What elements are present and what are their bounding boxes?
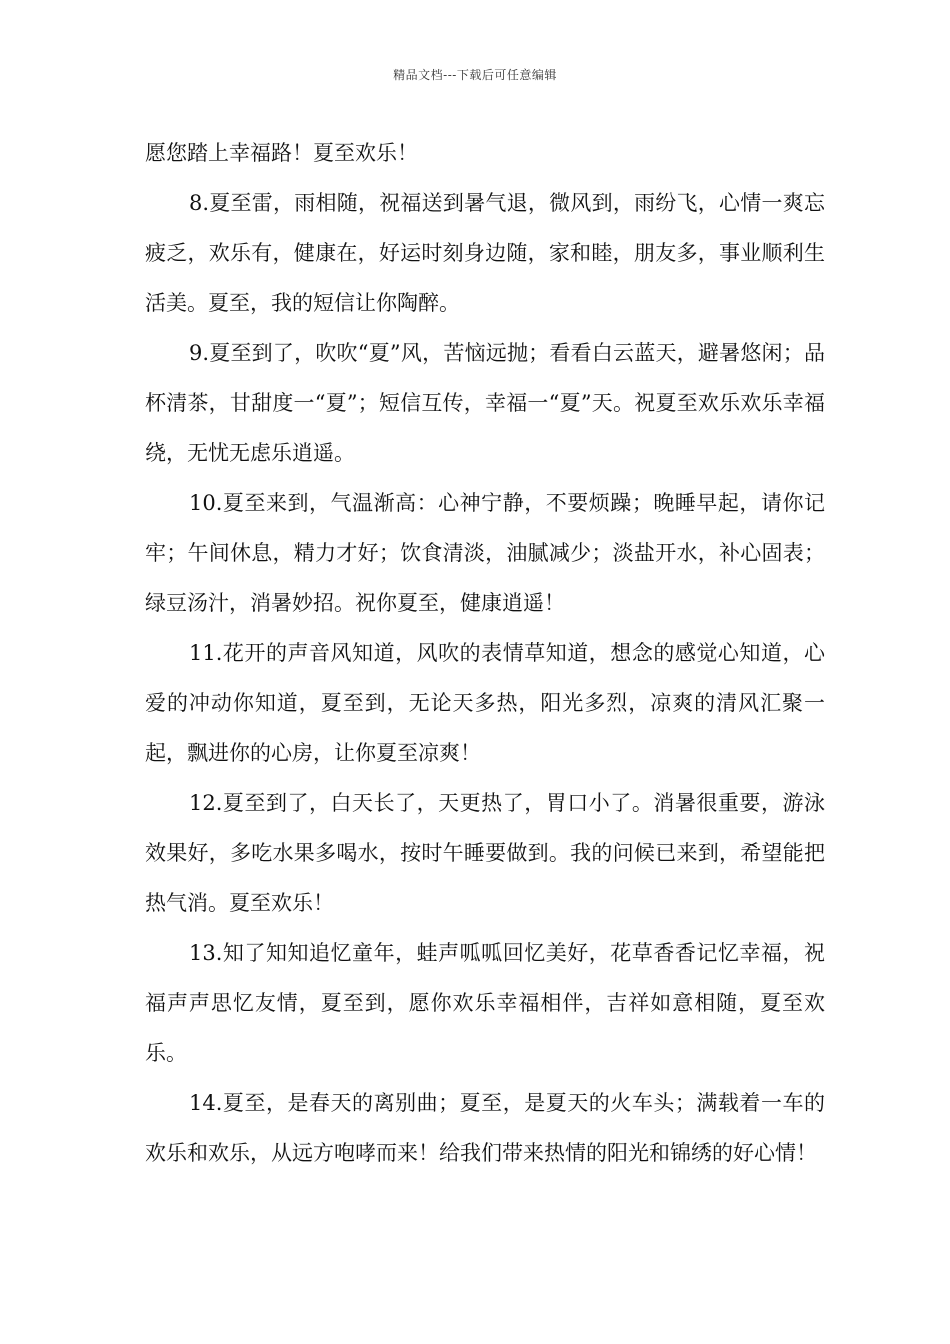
document-body [145,128,825,1178]
paragraph: 愿您踏上幸福路！夏至欢乐！ [145,141,418,165]
paragraph: 13.知了知知追忆童年，蛙声呱呱回忆美好，花草香香记忆幸福，祝福声声思忆友情，夏至到，愿你欢乐幸福相伴，吉祥如意相随，夏至欢乐。 [145,941,825,1065]
paragraph: 8.夏至雷，雨相随，祝福送到暑气退，微风到，雨纷飞，心情一爽忘疲乏，欢乐有，健康在，好运时刻身边随，家和睦，朋友多，事业顺利生活美。夏至，我的短信让你陶醉。 [145,191,825,315]
paragraph: 9.夏至到了，吹吹“夏”风，苦恼远抛；看看白云蓝天，避暑悠闲；品杯清茶，甘甜度一“夏”；短信互传，幸福一“夏”天。祝夏至欢乐欢乐幸福绕，无忧无虑乐逍遥。 [145,341,825,465]
paragraph: 10.夏至来到，气温渐高：心神宁静，不要烦躁；晚睡早起，请你记牢；午间休息，精力才好；饮食清淡，油腻减少；淡盐开水，补心固表；绿豆汤汁，消暑妙招。祝你夏至，健康逍遥！ [145,491,825,615]
paragraph: 12.夏至到了，白天长了，天更热了，胃口小了。消暑很重要，游泳效果好，多吃水果多喝水，按时午睡要做到。我的问候已来到，希望能把热气消。夏至欢乐！ [145,791,825,915]
paragraph: 14.夏至，是春天的离别曲；夏至，是夏天的火车头；满载着一车的欢乐和欢乐，从远方咆哮而来！给我们带来热情的阳光和锦绣的好心情！ [145,1091,825,1165]
paragraph: 11.花开的声音风知道，风吹的表情草知道，想念的感觉心知道，心爱的冲动你知道，夏至到，无论天多热，阳光多烈，凉爽的清风汇聚一起，飘进你的心房，让你夏至凉爽！ [145,641,825,765]
page-header: 精品文档---下载后可任意编辑 [393,68,557,82]
